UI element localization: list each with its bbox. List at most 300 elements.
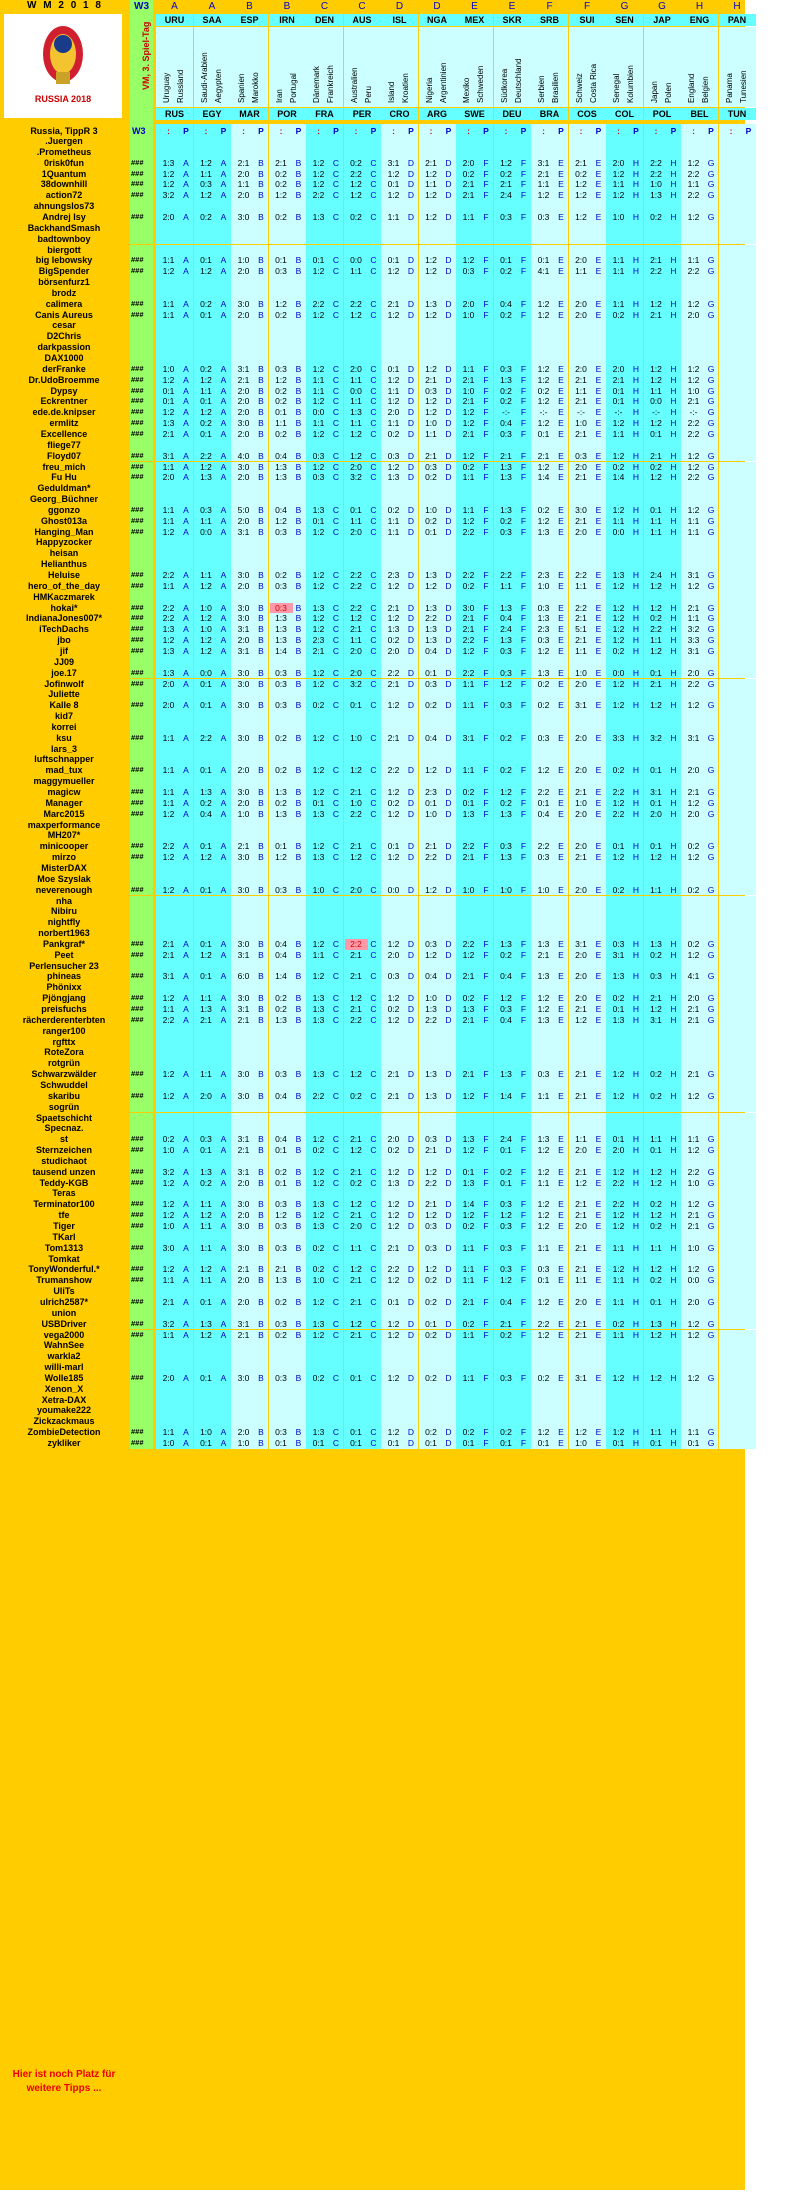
tipp-cell	[531, 407, 568, 418]
tipp-cell	[306, 1297, 343, 1308]
tipp-score: 2:2	[462, 526, 475, 537]
tipp-cell	[681, 179, 718, 190]
tipp-score: 2:1	[350, 841, 362, 852]
tipp-cell	[606, 982, 643, 993]
player-name: Moe Szyslak	[37, 873, 91, 884]
group-tag: E	[595, 1275, 602, 1286]
tipp-cell	[719, 776, 756, 787]
tipp-cell	[644, 451, 681, 462]
tipp-cell	[569, 179, 606, 190]
tipp-score: 3:0	[237, 1199, 250, 1210]
tipp-score: 1:3	[500, 808, 512, 819]
tipp-score: 1:2	[650, 1264, 662, 1275]
tipp-cell	[381, 245, 418, 256]
group-tag: B	[258, 396, 264, 407]
group-tag: A	[183, 255, 189, 266]
tipp-cell	[644, 700, 681, 711]
tipp-score: 1:3	[312, 602, 325, 613]
group-tag: E	[595, 1210, 602, 1221]
group-tag: D	[445, 515, 452, 526]
player-name: maggymueller	[33, 776, 95, 787]
tipp-cell	[681, 939, 718, 950]
row-prefix: ###	[131, 732, 144, 742]
tipp-score: 0:3	[425, 678, 437, 689]
group-tag: C	[332, 624, 340, 635]
tipp-cell	[531, 1091, 568, 1102]
tipp-cell	[419, 1275, 456, 1286]
tipp-cell	[456, 592, 493, 603]
tipp-cell	[306, 396, 343, 407]
tipp-cell	[644, 1188, 681, 1199]
top-team-code: NGA	[419, 14, 456, 26]
tipp-cell	[681, 169, 718, 180]
tipp-cell	[419, 179, 456, 190]
tipp-cell	[344, 266, 381, 277]
tipp-cell	[419, 613, 456, 624]
bottom-team-code: ARG	[419, 108, 456, 120]
tipp-cell	[644, 993, 681, 1004]
group-tag: H	[670, 472, 677, 483]
tipp-cell	[569, 505, 606, 516]
tipp-cell	[381, 939, 418, 950]
tipp-cell	[719, 722, 756, 733]
tipp-cell	[306, 288, 343, 299]
tipp-cell	[269, 440, 306, 451]
tipp-cell	[231, 765, 268, 776]
tipp-score: 2:2	[350, 808, 362, 819]
tipp-score: 2:0	[237, 472, 250, 483]
tipp-cell	[569, 418, 606, 429]
player-name: studichaot	[41, 1155, 87, 1166]
tipp-cell	[156, 1362, 193, 1373]
tipp-cell	[681, 787, 718, 798]
tipp-cell	[569, 1069, 606, 1080]
tipp-cell	[419, 982, 456, 993]
tipp-cell	[644, 418, 681, 429]
tipp-cell	[719, 863, 756, 874]
group-tag: B	[258, 884, 264, 895]
row-prefix: ###	[131, 385, 144, 395]
group-tag: D	[407, 450, 415, 461]
tipp-cell	[606, 711, 643, 722]
tipp-cell	[231, 559, 268, 570]
group-tag: E	[558, 515, 564, 526]
tipp-cell	[681, 863, 718, 874]
group-tag: E	[595, 787, 602, 797]
tipp-cell	[531, 1047, 568, 1058]
group-tag: A	[183, 624, 189, 635]
tipp-cell	[344, 906, 381, 917]
tipp-score: 1:2	[537, 1210, 550, 1221]
group-tag: D	[407, 428, 415, 439]
tipp-score: 3:3	[612, 732, 625, 743]
tipp-score: 1:1	[612, 179, 625, 190]
tipp-cell	[269, 1254, 306, 1265]
group-tag: A	[220, 472, 227, 483]
tipp-cell	[381, 1167, 418, 1178]
tipp-cell	[306, 1145, 343, 1156]
tipp-cell	[231, 896, 268, 907]
tipp-score: 0:2	[500, 797, 512, 808]
tipp-score: 0:2	[425, 1372, 437, 1383]
tipp-score: 0:2	[275, 993, 287, 1004]
group-tag: B	[258, 570, 264, 580]
group-tag: H	[632, 1134, 640, 1145]
tipp-score: 1:1	[612, 255, 625, 266]
tipp-cell	[231, 798, 268, 809]
player-name: Zickzackmaus	[33, 1416, 95, 1427]
group-tag: B	[295, 1242, 302, 1253]
tipp-cell	[569, 657, 606, 668]
tipp-cell	[231, 462, 268, 473]
table-row	[0, 1330, 745, 1341]
tipp-score: 1:2	[387, 1275, 400, 1286]
tipp-score: 0:2	[425, 700, 437, 711]
tipp-cell	[681, 407, 718, 418]
group-tag: G	[707, 385, 715, 396]
tipp-score: 1:2	[687, 1264, 700, 1275]
tipp-score: 1:3	[650, 190, 662, 201]
tipp-score: 1:2	[575, 211, 587, 222]
tipp-score: 3:0	[575, 504, 587, 515]
tipp-cell	[344, 310, 381, 321]
tipp-score: 1:2	[350, 852, 362, 863]
group-tag: H	[670, 797, 677, 808]
tipp-cell	[419, 657, 456, 668]
tipp-cell	[531, 689, 568, 700]
tipp-score: 1:2	[312, 363, 325, 374]
tipp-cell	[606, 1199, 643, 1210]
tipp-cell	[231, 928, 268, 939]
tipp-score: 1:1	[462, 765, 475, 776]
tipp-cell	[569, 581, 606, 592]
tipp-cell	[606, 863, 643, 874]
tipp-score: 2:2	[687, 418, 700, 429]
player-name: Marc2015	[43, 808, 85, 819]
tipp-score: 2:1	[237, 1329, 250, 1340]
tipp-cell	[194, 1047, 231, 1058]
tipp-cell	[419, 1156, 456, 1167]
tipp-cell	[156, 440, 193, 451]
tipp-cell	[456, 961, 493, 972]
tipp-score: 0:2	[462, 580, 475, 591]
tipp-cell	[269, 950, 306, 961]
tipp-cell	[306, 1275, 343, 1286]
tipp-cell	[644, 1199, 681, 1210]
group-tag: B	[258, 266, 264, 277]
tipp-cell	[531, 1232, 568, 1243]
tipp-cell	[719, 472, 756, 483]
table-row	[0, 754, 745, 765]
tipp-cell	[156, 1015, 193, 1026]
tipp-score: 0:2	[425, 1296, 437, 1307]
tipp-cell	[606, 635, 643, 646]
tipp-cell	[419, 1384, 456, 1395]
tipp-score: 1:2	[462, 949, 475, 960]
tipp-score: 2:0	[575, 309, 587, 320]
group-tag: H	[632, 613, 640, 624]
tipp-cell	[494, 353, 531, 364]
tipp-score: 0:1	[425, 526, 437, 537]
player-name: Helianthus	[40, 559, 87, 570]
tipp-cell	[419, 342, 456, 353]
tipp-cell	[381, 689, 418, 700]
bottom-team-code: COL	[606, 108, 643, 120]
tipp-score: 1:1	[612, 1329, 625, 1340]
tipp-cell	[681, 646, 718, 657]
tipp-cell	[231, 1221, 268, 1232]
tipp-cell	[531, 537, 568, 548]
tipp-cell	[531, 1405, 568, 1416]
tipp-cell	[681, 744, 718, 755]
tipp-cell	[381, 624, 418, 635]
tipp-cell	[306, 494, 343, 505]
tipp-cell	[194, 852, 231, 863]
group-tag: G	[707, 1210, 715, 1221]
group-tag: A	[220, 1166, 227, 1177]
tipp-cell	[606, 1091, 643, 1102]
tipp-cell	[344, 396, 381, 407]
table-row	[0, 993, 745, 1004]
group-tag: B	[295, 1296, 302, 1307]
group-tag: A	[220, 938, 227, 949]
tipp-score: 0:3	[500, 1199, 512, 1210]
group-tag: C	[370, 168, 377, 179]
group-tag: C	[370, 298, 377, 309]
top-country-name: Spanien	[237, 73, 246, 103]
tipp-cell	[269, 993, 306, 1004]
tipp-cell	[456, 1275, 493, 1286]
tipp-score: 0:2	[650, 1199, 662, 1210]
tipp-cell	[306, 982, 343, 993]
group-tag: G	[707, 700, 715, 711]
tipp-cell	[681, 364, 718, 375]
tipp-cell	[494, 809, 531, 820]
tipp-cell	[494, 657, 531, 668]
tipp-cell	[456, 201, 493, 212]
tipp-cell	[569, 765, 606, 776]
tipp-score: 1:2	[200, 374, 212, 385]
group-tag: G	[707, 168, 715, 179]
tipp-cell	[644, 1210, 681, 1221]
group-tag: B	[258, 613, 264, 624]
tipp-cell	[531, 917, 568, 928]
group-tag: D	[407, 645, 415, 656]
table-row	[0, 1188, 745, 1199]
tipp-cell	[681, 494, 718, 505]
tipp-cell	[381, 874, 418, 885]
tipp-cell	[344, 472, 381, 483]
group-tag: B	[295, 309, 302, 320]
tipp-cell	[494, 396, 531, 407]
tipp-cell	[306, 1384, 343, 1395]
group-letter: F	[546, 1, 553, 12]
group-tag: E	[558, 407, 564, 418]
tipp-cell	[381, 1416, 418, 1427]
tipp-score: 0:2	[275, 309, 287, 320]
tipp-score: 0:2	[275, 385, 287, 396]
tipp-score: 1:3	[425, 570, 437, 580]
group-tag: E	[558, 570, 564, 580]
bottom-country-name: Costa Rica	[588, 63, 598, 103]
tipp-cell	[269, 754, 306, 765]
tipp-cell	[419, 1319, 456, 1330]
tipp-cell	[419, 1405, 456, 1416]
group-tag: F	[483, 190, 489, 201]
tipp-cell	[381, 711, 418, 722]
tipp-score: 0:1	[425, 797, 437, 808]
group-tag: C	[370, 787, 377, 797]
tipp-cell	[344, 820, 381, 831]
group-tag: H	[632, 971, 640, 982]
group-tag: E	[558, 732, 564, 743]
tipp-cell	[231, 1416, 268, 1427]
group-tag: E	[558, 1177, 564, 1188]
w3-cell	[130, 1351, 153, 1362]
tipp-cell	[719, 603, 756, 614]
tipp-cell	[156, 559, 193, 570]
tipp-cell	[381, 1351, 418, 1362]
group-tag: B	[295, 418, 302, 429]
top-team-code: URU	[156, 14, 193, 26]
tipp-cell	[569, 537, 606, 548]
group-letter: E	[471, 1, 478, 12]
group-tag: G	[707, 428, 715, 439]
tipp-cell	[344, 1091, 381, 1102]
group-tag: C	[370, 461, 377, 472]
tipp-cell	[381, 581, 418, 592]
tipp-score: 1:2	[350, 765, 362, 776]
player-name: norbert1963	[38, 928, 90, 939]
group-tag: D	[445, 635, 452, 646]
tipp-score: 0:3	[500, 1264, 512, 1275]
table-header	[0, 0, 748, 124]
group-tag: B	[258, 993, 264, 1004]
player-name: börsenfurz1	[38, 277, 90, 288]
tipp-cell	[719, 798, 756, 809]
tipp-cell	[606, 1113, 643, 1124]
tipp-cell	[644, 1297, 681, 1308]
tipp-cell	[456, 440, 493, 451]
tipp-cell	[194, 820, 231, 831]
tipp-cell	[569, 993, 606, 1004]
tipp-cell	[719, 592, 756, 603]
tipp-cell	[344, 874, 381, 885]
tipp-cell	[306, 505, 343, 516]
tipp-cell	[494, 147, 531, 158]
tipp-score: 3:2	[687, 624, 700, 635]
tipp-cell	[419, 1188, 456, 1199]
tipp-cell	[344, 733, 381, 744]
tipp-cell	[194, 1069, 231, 1080]
table-row	[0, 635, 745, 646]
tipp-cell	[531, 1254, 568, 1265]
tipp-score: 1:2	[200, 1264, 212, 1275]
tipp-score: 2:1	[650, 309, 662, 320]
table-row	[0, 917, 745, 928]
tipp-cell	[681, 396, 718, 407]
tipp-cell	[681, 1156, 718, 1167]
tipp-score: 1:2	[387, 787, 400, 797]
tipp-cell	[569, 1362, 606, 1373]
tipp-score: 2:2	[650, 624, 662, 635]
tipp-cell	[569, 754, 606, 765]
group-tag: H	[632, 1014, 640, 1025]
tipp-score: 1:3	[500, 472, 512, 483]
tipp-score: 1:2	[687, 461, 700, 472]
player-name: Tiger	[53, 1221, 75, 1231]
group-tag: C	[332, 1014, 340, 1025]
tipp-score: 2:0	[387, 1134, 400, 1145]
tipp-cell	[381, 1221, 418, 1232]
tipp-cell	[531, 212, 568, 223]
table-row	[0, 1275, 745, 1286]
tipp-cell	[156, 1286, 193, 1297]
group-tag: A	[183, 526, 189, 537]
group-tag: C	[332, 971, 340, 982]
tipp-cell	[456, 1395, 493, 1406]
tipp-cell	[194, 830, 231, 841]
tipp-cell	[719, 1362, 756, 1373]
group-tag: C	[332, 1264, 340, 1275]
row-prefix: ###	[131, 678, 144, 688]
tipp-score: 1:2	[650, 363, 662, 374]
group-tag: A	[220, 884, 227, 895]
tipp-score: 0:1	[650, 504, 662, 515]
tipp-cell	[381, 223, 418, 234]
tipp-cell	[381, 679, 418, 690]
tipp-score: 3:1	[237, 526, 250, 537]
group-tag: D	[407, 1329, 415, 1340]
tipp-cell	[381, 1340, 418, 1351]
tipp-score: 2:2	[345, 939, 368, 950]
tipp-score: 1:2	[387, 168, 400, 179]
group-tag: A	[183, 157, 189, 168]
tipp-cell	[719, 1319, 756, 1330]
tipp-score: -:-	[651, 407, 661, 418]
p-header-cell: : P	[269, 124, 306, 138]
tipp-score: 1:2	[200, 461, 212, 472]
tipp-score: 0:2	[500, 1166, 512, 1177]
tipp-cell	[606, 1373, 643, 1384]
group-tag: C	[370, 841, 377, 852]
tipp-score: 2:0	[575, 732, 587, 743]
group-tag: D	[445, 1242, 452, 1253]
tipp-cell	[644, 407, 681, 418]
tipp-score: 0:0	[200, 667, 212, 678]
group-tag: F	[520, 385, 527, 396]
group-tag: E	[595, 993, 602, 1004]
bottom-country-name: Marokko	[251, 72, 260, 103]
table-row	[0, 1080, 745, 1091]
tipp-cell	[156, 407, 193, 418]
group-tag: D	[445, 678, 452, 689]
group-tag: D	[407, 179, 415, 190]
tipp-cell	[419, 331, 456, 342]
tipp-score: 1:1	[162, 765, 175, 776]
row-prefix: ###	[131, 461, 144, 471]
tipp-cell	[644, 342, 681, 353]
tipp-cell	[194, 603, 231, 614]
group-tag: B	[295, 570, 302, 580]
tipp-score: 2:0	[387, 407, 400, 418]
group-tag: C	[370, 580, 377, 591]
tipp-cell	[381, 353, 418, 364]
tipp-score: 1:0	[575, 1438, 587, 1448]
tipp-cell	[419, 1232, 456, 1243]
table-row	[0, 1145, 745, 1156]
tipp-cell	[494, 1362, 531, 1373]
